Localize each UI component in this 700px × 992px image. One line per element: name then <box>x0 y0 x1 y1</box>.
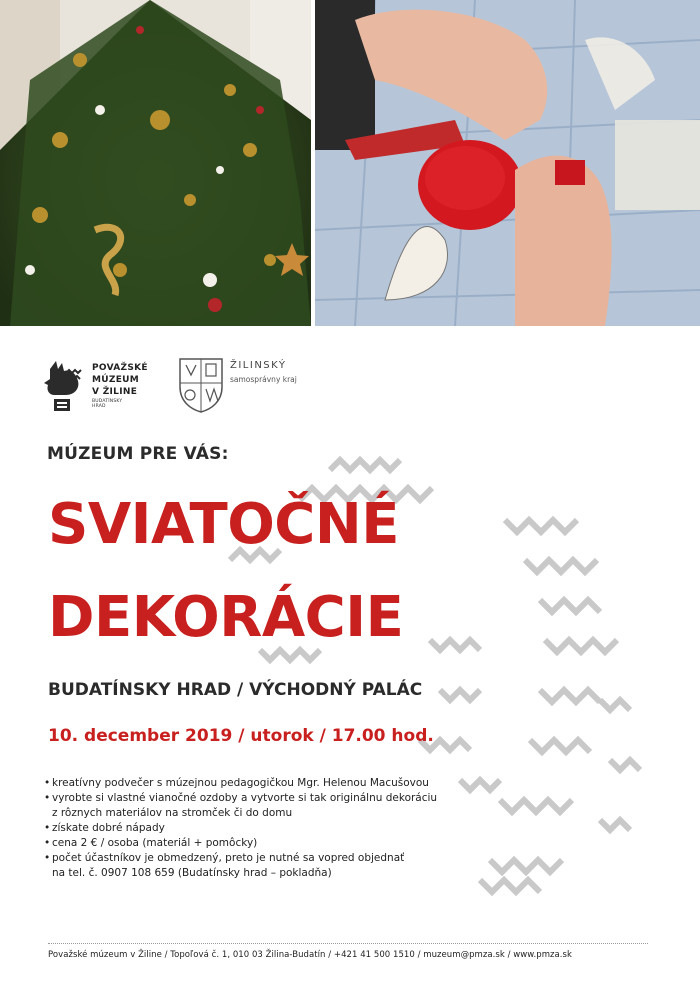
event-location: BUDATÍNSKY HRAD / VÝCHODNÝ PALÁC <box>48 680 423 700</box>
list-item: • kreatívny podvečer s múzejnou pedagogičkou Mgr. Helenou Macušovou <box>44 776 604 791</box>
event-title-line1: SVIATOČNÉ <box>48 492 400 557</box>
region-name: ŽILINSKÝ <box>230 360 287 371</box>
list-item-continuation: z rôznych materiálov na stromček či do domu <box>52 807 293 819</box>
list-item: • vyrobte si vlastné vianočné ozdoby a vytvorte si tak originálnu dekoráciu <box>44 791 604 806</box>
list-item-continuation: na tel. č. 0907 108 659 (Budatínsky hrad – pokladňa) <box>52 867 332 879</box>
footer-contact: Považské múzeum v Žiline / Topoľová č. 1, 010 03 Žilina-Budatín / +421 41 500 1510 / muzeum@pmza.sk / www.pmza.sk <box>48 950 573 960</box>
crafting-photo <box>315 0 700 326</box>
christmas-tree-illustration <box>0 0 311 326</box>
event-date: 10. december 2019 / utorok / 17.00 hod. <box>48 726 434 746</box>
museum-name-line: MÚZEUM <box>92 375 140 385</box>
region-subtitle: samosprávny kraj <box>230 375 297 384</box>
museum-name-line: POVAŽSKÉ <box>92 363 148 373</box>
museum-subtitle-line: BUDATÍNSKY <box>92 399 123 404</box>
list-item: • počet účastníkov je obmedzený, preto je nutné sa vopred objednať <box>44 851 604 866</box>
event-details-list <box>44 776 604 881</box>
museum-logo <box>42 355 162 415</box>
list-item: • cena 2 € / osoba (materiál + pomôcky) <box>44 836 604 851</box>
event-title-line2: DEKORÁCIE <box>48 585 404 650</box>
museum-name <box>92 362 148 398</box>
museum-subtitle-line: HRAD <box>92 404 106 409</box>
coat-of-arms-icon <box>178 357 224 413</box>
rooster-icon <box>42 355 84 415</box>
pre-title: MÚZEUM PRE VÁS: <box>47 444 229 464</box>
museum-name-line: V ŽILINE <box>92 387 138 397</box>
museum-subtitle <box>92 399 122 409</box>
crafting-illustration <box>315 0 700 326</box>
region-logo <box>178 357 338 417</box>
list-item: • získate dobré nápady <box>44 821 604 836</box>
christmas-tree-photo <box>0 0 311 326</box>
footer-divider <box>48 943 648 944</box>
